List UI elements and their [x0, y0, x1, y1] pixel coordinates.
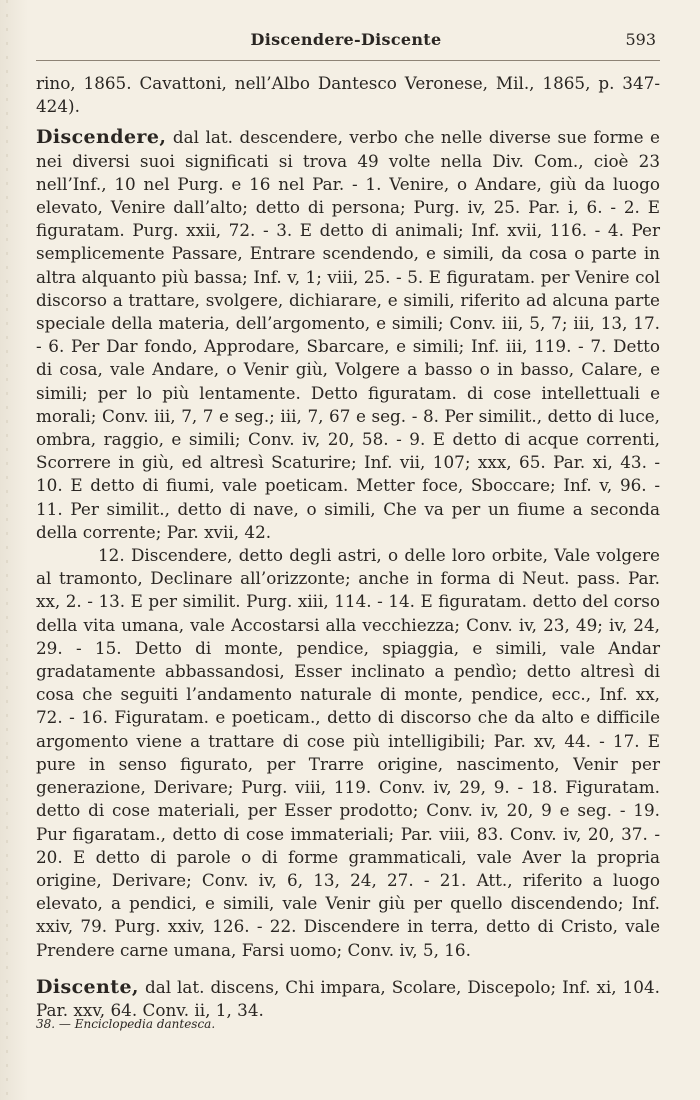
entry-discendere [36, 126, 660, 544]
page-number: 593 [625, 30, 656, 49]
header-rule [36, 60, 660, 61]
running-header [36, 30, 656, 58]
page-margin-texture [6, 0, 8, 1100]
paragraph-text: 12. Discendere, detto degli astri, o delle loro orbite, Vale volgere al tramonto, Declinare all’orizzonte; anche in forma di Neut. pass. Par. xx, 2. - 13. E per similit. Purg. xiii, 114. - 14. E figuratam. detto del corso della vita umana, vale Accostarsi alla vecchiezza; Conv. iv, 23, 49; iv, 24, 29. - 15. Detto di monte, pendice, spiaggia, e simili, vale Andar gradatamente abbassandosi, Esser inclinato a pendìo; detto altresì di cosa che seguiti l’andamento naturale di monte, pendice, ecc., Inf. xx, 72. - 16. Figuratam. e poeticam., detto di discorso che da alto e difficile argomento viene a trattare di cose più intelligibili; Par. xv, 44. - 17. E pure in senso figurato, per Trarre origine, nascimento, Venir per generazione, Derivare; Purg. viii, 119. Conv. iv, 29, 9. - 18. Figuratam. detto di cose materiali, per Esser prodotto; Conv. iv, 20, 9 e seg. - 19. Pur figaratam., detto di cose immateriali; Par. viii, 83. Conv. iv, 20, 37. - 20. E detto di parole o di forme grammaticali, vale Aver la propria origine, Derivare; Conv. iv, 6, 13, 24, 27. - 21. Att., riferito a luogo elevato, a pendici, e simili, vale Venir giù per quello discendendo; Inf. xxiv, 79. Purg. xxiv, 126. - 22. Discendere in terra, detto di Cristo, vale Prendere carne umana, Farsi uomo; Conv. iv, 5, 16. [36, 545, 660, 960]
entry-discente [36, 976, 660, 1022]
footer-signature: 38. — Enciclopedia dantesca. [36, 1017, 216, 1031]
paragraph-continuation [36, 72, 660, 118]
paragraph-text: rino, 1865. Cavattoni, nell’Albo Dantesco Veronese, Mil., 1865, p. 347-424). [36, 73, 660, 117]
paragraph-discendere-continued [36, 544, 660, 962]
paragraph-text: dal lat. descendere, verbo che nelle diverse sue forme e nei diversi suoi significati si trova 49 volte nella Div. Com., cioè 23 nell’Inf., 10 nel Purg. e 16 nel Par. - 1. Venire, o Andare, giù da luogo elevato, Venire dall’alto; detto di persona; Purg. iv, 25. Par. i, 6. - 2. E figuratam. Purg. xxii, 72. - 3. E detto di animali; Inf. xvii, 116. - 4. Per semplicemente Passare, Entrare scendendo, e simili, da cosa o parte in altra alquanto più bassa; Inf. v, 1; viii, 25. - 5. E figuratam. per Venire col discorso a trattare, svolgere, dichiarare, e simili, riferito ad alcuna parte speciale della materia, dell’argomento, e simili; Conv. iii, 5, 7; iii, 13, 17. - 6. Per Dar fondo, Approdare, Sbarcare, e simili; Inf. iii, 119. - 7. Detto di cosa, vale Andare, o Venir giù, Volgere a basso o in basso, Calare, e simili; per lo più lentamente. Detto figuratam. di cose intellettuali e morali; Conv. iii, 7, 7 e seg.; iii, 7, 67 e seg. - 8. Per similit., detto di luce, ombra, raggio, e simili; Conv. iv, 20, 58. - 9. E detto di acque correnti, Scorrere in giù, ed altresì Scaturire; Inf. vii, 107; xxx, 65. Par. xi, 43. - 10. E detto di fiumi, vale poeticam. Metter foce, Sboccare; Inf. v, 96. - 11. Per similit., detto di nave, o simili, Che va per un fiume a seconda della corrente; Par. xvii, 42. [36, 127, 660, 542]
header-title: Discendere-Discente [250, 30, 442, 49]
lemma-headword: Discente, [36, 975, 139, 998]
body-text [36, 72, 660, 1022]
paragraph-text: dal lat. discens, Chi impara, Scolare, Discepolo; Inf. xi, 104. Par. xxv, 64. Conv. ii, 1, 34. [36, 976, 660, 1020]
lemma-headword: Discendere, [36, 126, 167, 149]
